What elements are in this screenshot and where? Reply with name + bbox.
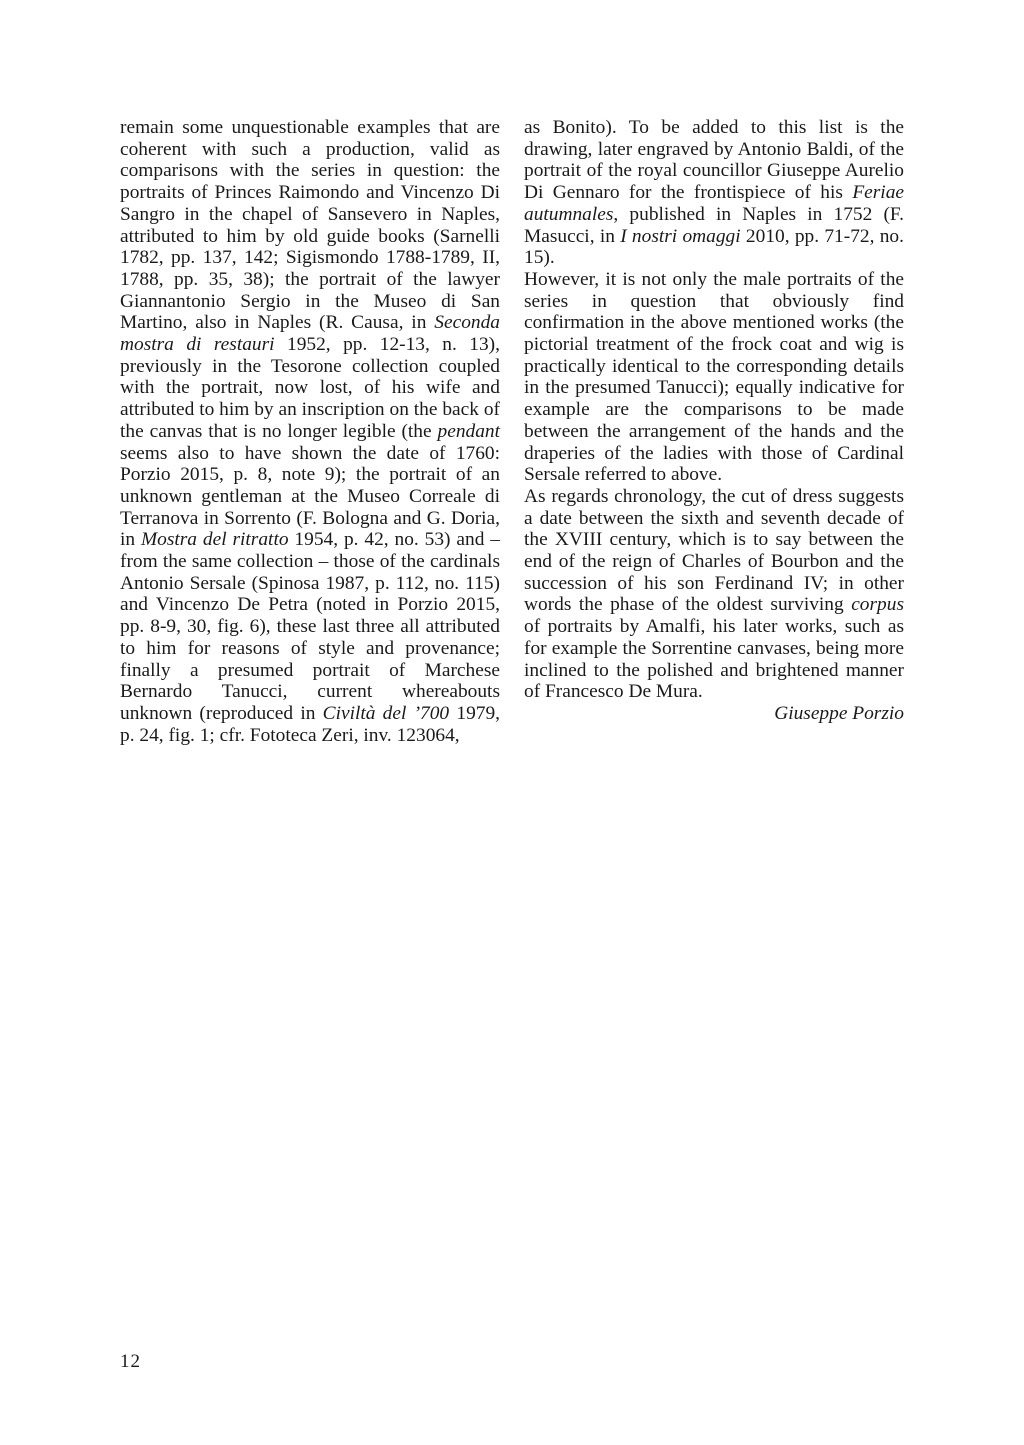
page-number: 12 — [120, 1351, 141, 1372]
italic-title: Civiltà del ’700 — [322, 702, 450, 724]
paragraph: as Bonito). To be added to this list is the drawing, later engraved by Antonio Baldi, of the portrait of the royal councillor Giuseppe Aurelio Di Gennaro for the frontispiece of his Feriae autumnales, published in Naples in 1752 (F. Masucci, in I nostri omaggi 2010, pp. 71-72, no. 15). — [524, 117, 904, 269]
italic-title: I nostri omaggi — [620, 225, 741, 247]
paragraph: However, it is not only the male portraits of the series in question that obviously find confirmation in the above mentioned works (the pictorial treatment of the frock coat and wig is practically identical to the corresponding details in the presumed Tanucci); equally indicative for example are the comparisons to be made between the arrangement of the hands and the draperies of the ladies with those of Cardinal Sersale referred to above. — [524, 268, 904, 486]
italic-title: Mostra del ritratto — [140, 529, 289, 551]
italic-title: Seconda mostra di restauri — [120, 312, 500, 356]
left-column — [120, 117, 500, 746]
paragraph: remain some unquestionable examples that are coherent with such a production, valid as comparisons with the series in question: the portraits of Princes Raimondo and Vincenzo Di Sangro in the chapel of Sansevero in Naples, attributed to him by old guide books (Sarnelli 1782, pp. 137, 142; Sigismondo 1788-1789, II, 1788, pp. 35, 38); the portrait of the lawyer Giannantonio Sergio in the Museo di San Martino, also in Naples (R. Causa, in Seconda mostra di restauri 1952, pp. 12-13, n. 13), previously in the Tesorone collection coupled with the portrait, now lost, of his wife and attributed to him by an inscription on the back of the canvas that is no longer legible (the pendant seems also to have shown the date of 1760: Porzio 2015, p. 8, note 9); the portrait of an unknown gentleman at the Museo Correale di Terranova in Sorrento (F. Bologna and G. Doria, in Mostra del ritratto 1954, p. 42, no. 53) and – from the same collection – those of the cardinals Antonio Sersale (Spinosa 1987, p. 112, no. 115) and Vincenzo De Petra (noted in Porzio 2015, pp. 8-9, 30, fig. 6), these last three all attributed to him for reasons of style and provenance; finally a presumed portrait of Marchese Bernardo Tanucci, current whereabouts unknown (reproduced in Civiltà del ’700 1979, p. 24, fig. 1; cfr. Fototeca Zeri, inv. 123064, — [120, 117, 501, 746]
italic-title: Feriae autumnales — [524, 182, 904, 225]
right-column — [524, 117, 904, 725]
italic-term: corpus — [851, 594, 904, 616]
author-signature: Giuseppe Porzio — [774, 702, 904, 724]
italic-term: pendant — [437, 420, 500, 442]
paragraph: As regards chronology, the cut of dress suggests a date between the sixth and seventh decade of the XVIII century, which is to say between the end of the reign of Charles of Bourbon and the succession of his son Ferdinand IV; in other words the phase of the oldest surviving corpus of portraits by Amalfi, his later works, such as for example the Sorrentine canvases, being more inclined to the polished and brightened manner of Francesco De Mura. — [524, 485, 904, 703]
